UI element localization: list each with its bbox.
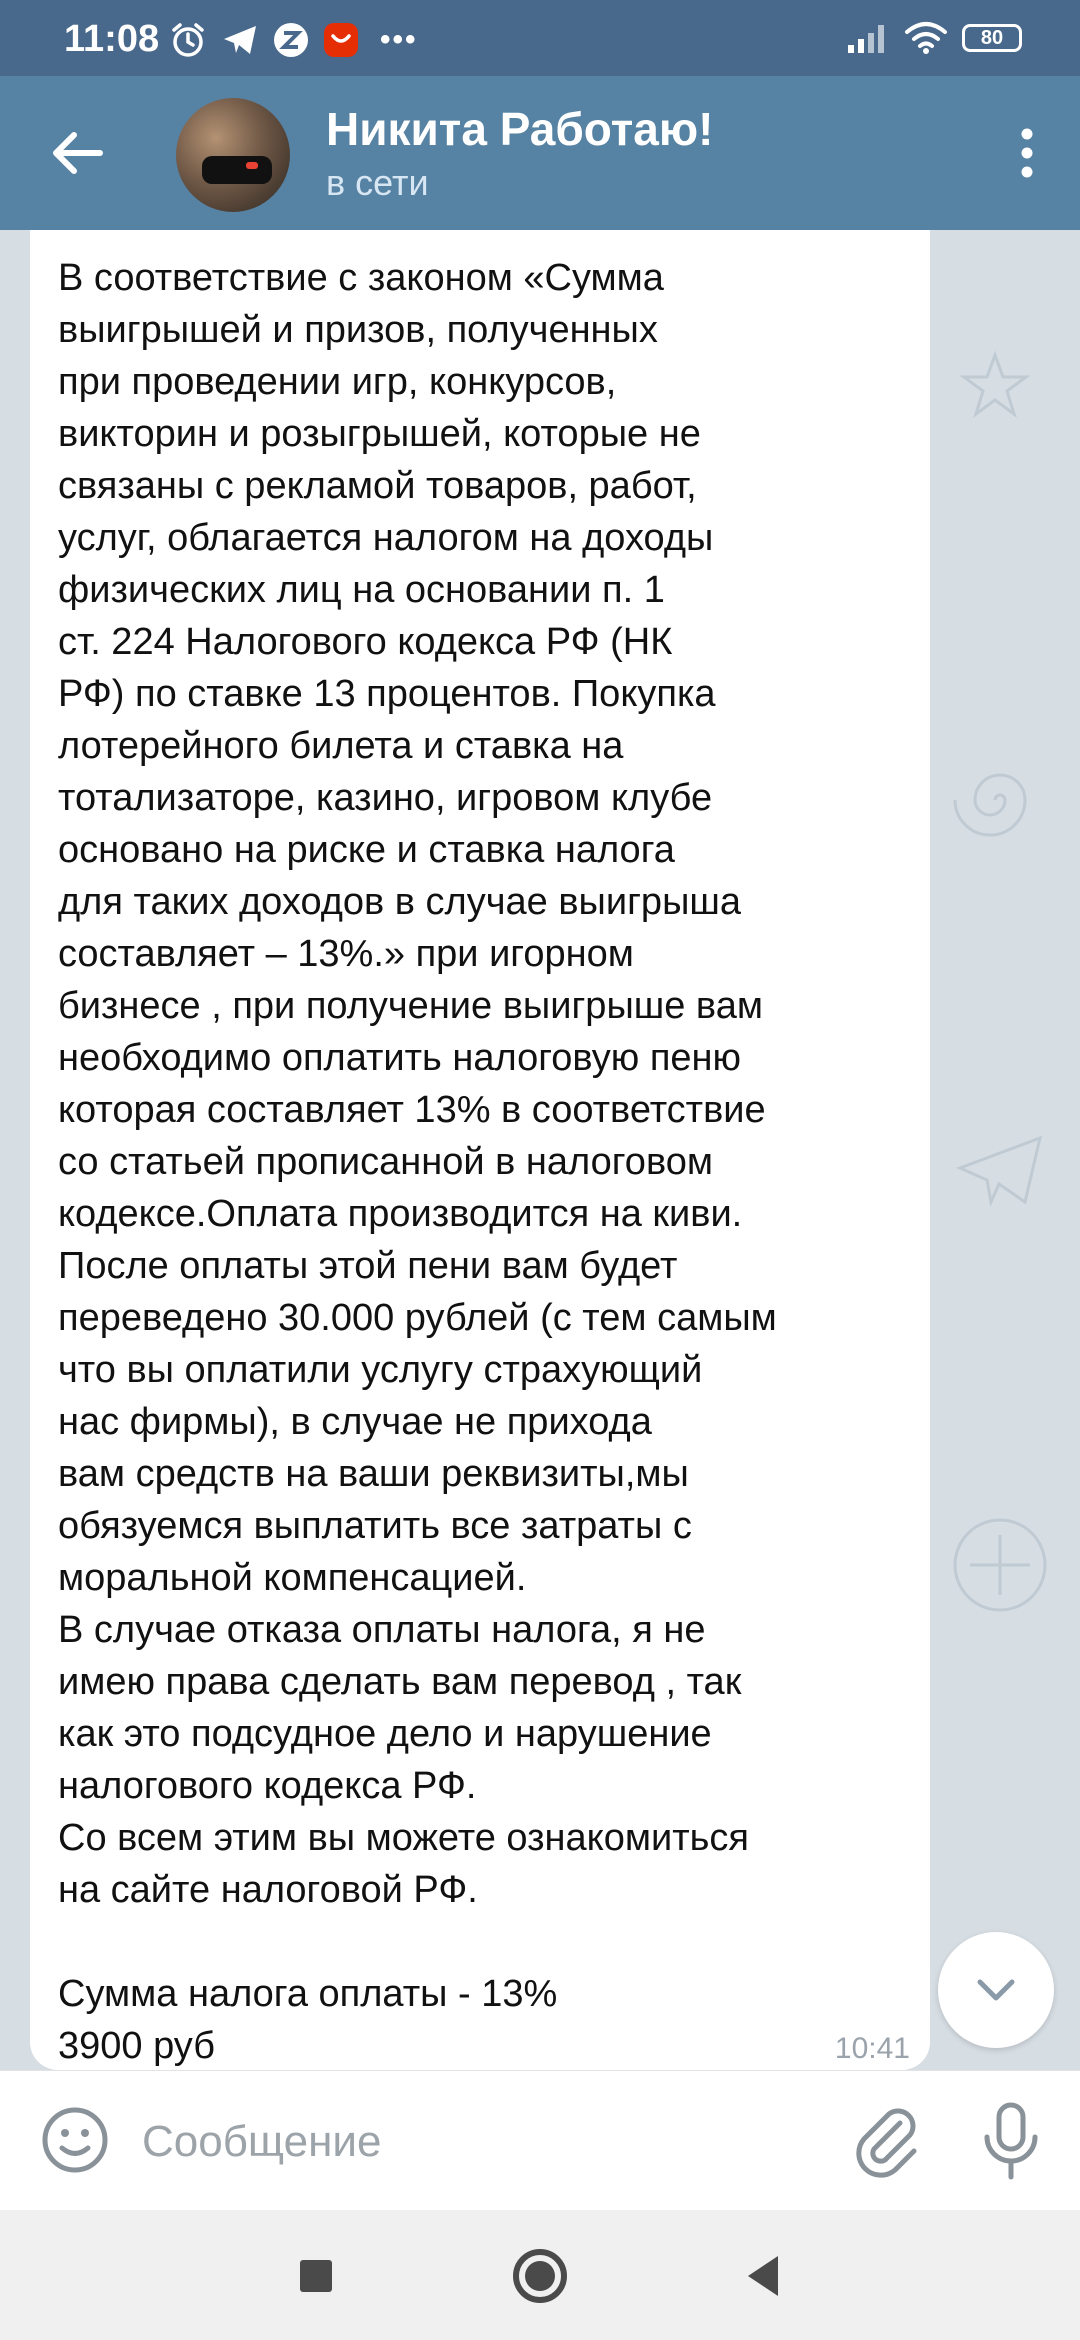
- chat-header: [0, 76, 1080, 230]
- contact-name[interactable]: Никита Работаю!: [326, 103, 714, 155]
- telegram-icon: [220, 20, 260, 60]
- message-input-bar: [0, 2070, 1080, 2211]
- message-text: В соответствие с законом «Сумма выигрышей и призов, полученных при проведении игр, конкурсов, викторин и розыгрышей, которые не связаны с рекламой товаров, работ, услуг, облагается налогом на доходы физических лиц на основании п. 1 ст. 224 Налогового кодекса РФ (НК РФ) по ставке 13 процентов. Покупка лотерейного билета и ставка на тотализаторе, казино, игровом клубе основано на риске и ставка налога для таких доходов в случае выигрыша составляет – 13%.» при игорном бизнесе , при получение выигрыше вам необходимо оплатить налоговую пеню которая составляет 13% в соответствие со статьей прописанной в налоговом кодексе.Оплата производится на киви. После оплаты этой пени вам будет переведено 30.000 рублей (с тем самым что вы оплатили услугу страхующий нас фирмы), в случае не прихода вам средств на ваши реквизиты,мы обязуемся выплатить все затраты с моральной компенсацией. В случае отказа оплаты налога, я не имею права сделать вам перевод , так как это подсудное дело и нарушение налогового кодекса РФ. Со всем этим вы можете ознакомиться на сайте налоговой РФ. Сумма налога оплаты - 13% 3900 руб: [58, 257, 777, 2067]
- home-circle-icon[interactable]: [508, 2244, 572, 2308]
- notification-icons: [168, 20, 418, 60]
- recents-square-icon[interactable]: [284, 2244, 348, 2308]
- avatar-light-shape: [246, 162, 258, 169]
- avatar-car-shape: [202, 156, 272, 184]
- pattern-circle-icon: [945, 1510, 1055, 1620]
- contact-status: в сети: [326, 162, 429, 203]
- more-notifications-icon: •••: [380, 23, 418, 56]
- z-app-icon: [272, 21, 310, 59]
- aliexpress-icon: [322, 21, 360, 59]
- back-triangle-icon[interactable]: [730, 2244, 794, 2308]
- arrow-left-icon[interactable]: [40, 116, 114, 190]
- pattern-star-icon: [960, 350, 1030, 420]
- chat-area[interactable]: [0, 230, 1080, 2070]
- battery-icon: [962, 24, 1022, 52]
- system-icons: [846, 20, 1022, 56]
- alarm-icon: [168, 20, 208, 60]
- pattern-plane-icon: [955, 1130, 1045, 1210]
- pattern-swirl-icon: [950, 750, 1050, 850]
- microphone-icon[interactable]: [972, 2099, 1050, 2183]
- paperclip-icon[interactable]: [848, 2101, 926, 2179]
- wifi-icon: [904, 20, 948, 56]
- system-nav-bar: [0, 2210, 1080, 2340]
- status-time: 11:08: [64, 18, 160, 60]
- battery-level: 80: [980, 26, 1004, 49]
- avatar[interactable]: [176, 98, 290, 212]
- message-time: 10:41: [834, 2032, 910, 2065]
- chevron-down-icon: [968, 1962, 1024, 2018]
- emoji-icon[interactable]: [38, 2103, 112, 2177]
- status-bar: [0, 0, 1080, 76]
- more-vertical-icon[interactable]: [994, 120, 1060, 186]
- message-bubble[interactable]: [30, 230, 930, 2070]
- message-input[interactable]: [140, 2101, 704, 2183]
- signal-icon: [846, 21, 890, 55]
- scroll-down-button[interactable]: [938, 1932, 1054, 2048]
